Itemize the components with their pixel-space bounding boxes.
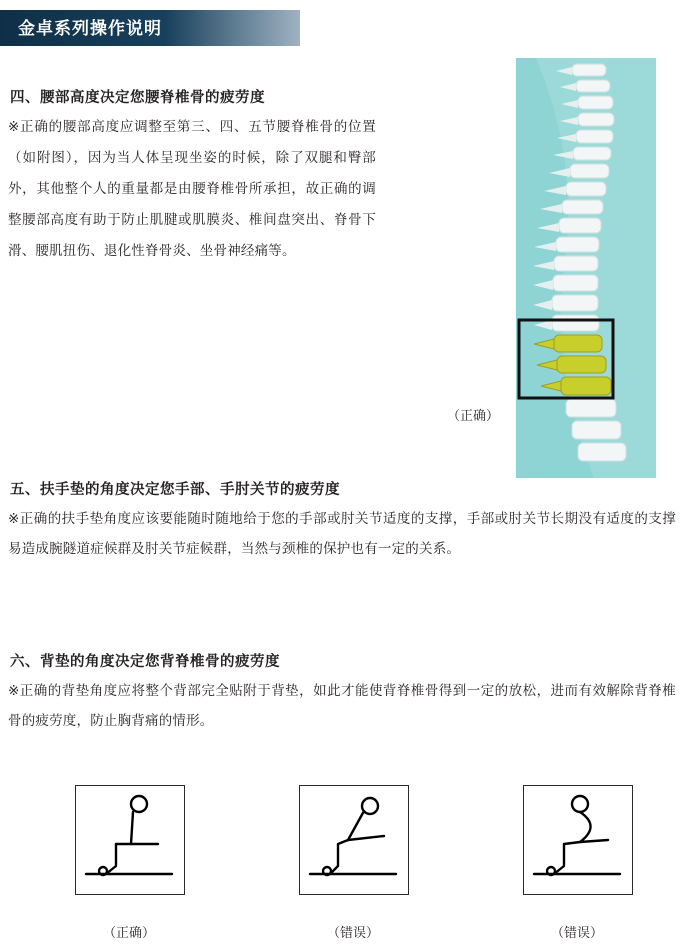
page-title: 金卓系列操作说明 xyxy=(18,19,162,39)
section-body-6: ※正确的背垫角度应将整个背部完全贴附于背垫，如此才能使背脊椎骨得到一定的放松，进而有效解除背脊椎骨的疲劳度，防止胸背痛的情形。 xyxy=(8,683,676,729)
spine-illustration xyxy=(516,58,656,478)
section-body-5: ※正确的扶手垫角度应该要能随时随地给于您的手部或肘关节适度的支撑，手部或肘关节长期没有适度的支撑易造成腕隧道症候群及肘关节症候群，当然与颈椎的保护也有一定的关系。 xyxy=(8,511,676,557)
section-heading-4: 四、腰部高度决定您腰脊椎骨的疲劳度 xyxy=(10,90,265,106)
chair-figure-correct xyxy=(75,785,185,895)
chair-figure-wrong-2 xyxy=(523,785,633,895)
chair-figure-caption-3: （错误） xyxy=(550,926,603,941)
section-heading-5: 五、扶手垫的角度决定您手部、手肘关节的疲劳度 xyxy=(10,482,340,498)
chair-diagram-upright xyxy=(76,786,182,892)
section-body-4: ※正确的腰部高度应调整至第三、四、五节腰脊椎骨的位置（如附图），因为当人体呈现坐姿的时候，除了双腿和臀部外，其他整个人的重量都是由腰脊椎骨所承担，故正确的调整腰部高度有助于防止肌腱或肌膜炎、椎间盘突出、脊骨下滑、腰肌扭伤、退化性脊骨炎、坐骨神经痛等。 xyxy=(8,119,376,259)
chair-figure-caption-2: （错误） xyxy=(326,926,379,941)
chair-diagram-slouched xyxy=(300,786,406,892)
chair-figure-row xyxy=(0,785,685,945)
spine-graphic xyxy=(516,58,656,478)
spine-figure-caption: （正确） xyxy=(446,409,499,424)
chair-figure-caption-1: （正确） xyxy=(102,926,155,941)
chair-figure-wrong-1 xyxy=(299,785,409,895)
section-heading-6: 六、背垫的角度决定您背脊椎骨的疲劳度 xyxy=(10,654,280,670)
chair-diagram-forward-lean xyxy=(524,786,630,892)
